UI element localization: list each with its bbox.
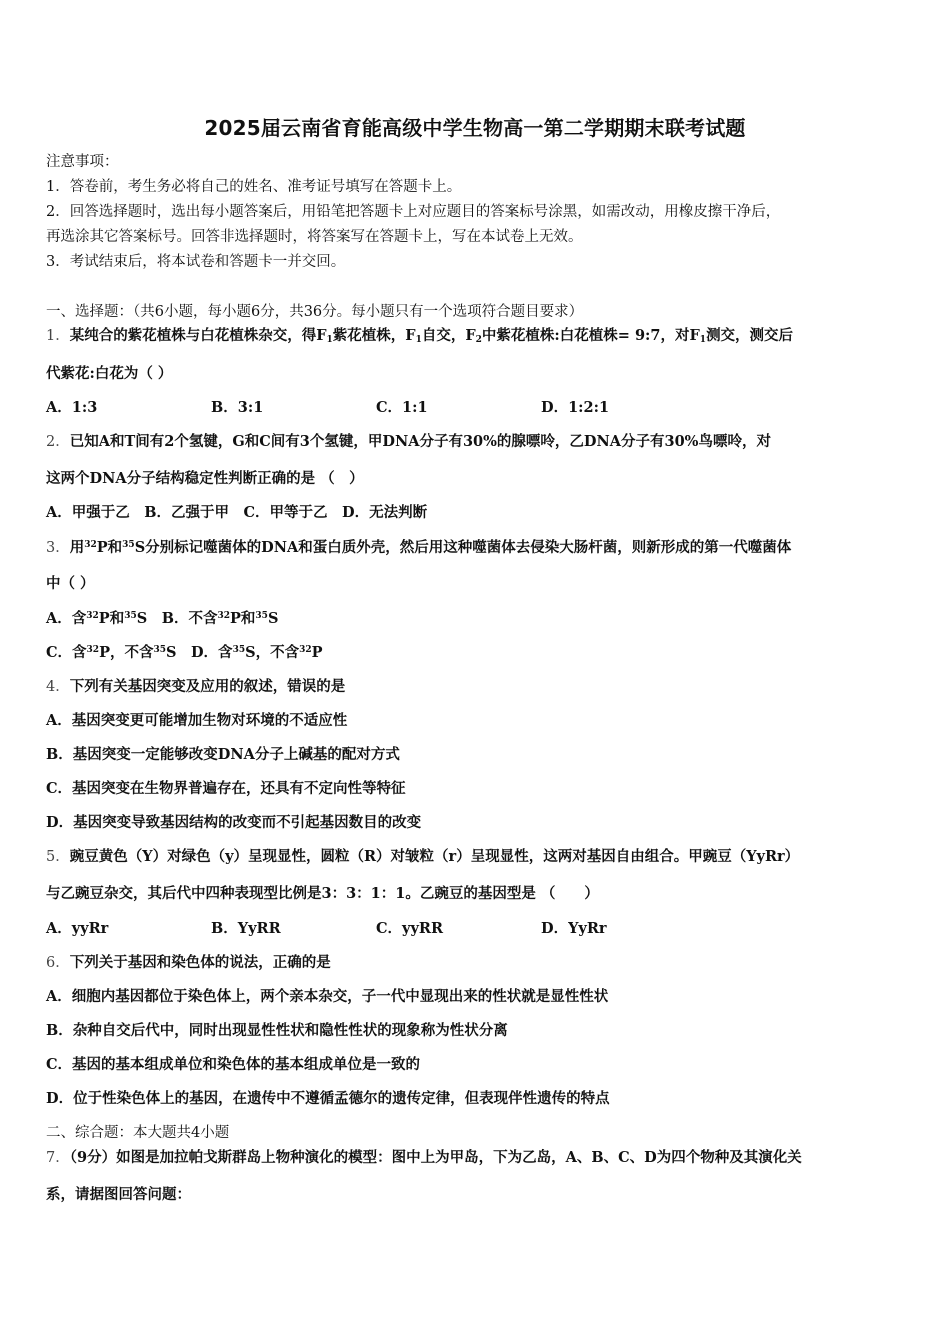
q3-opt-sup: 32 xyxy=(86,611,99,621)
q4-option-b: B．基因突变一定能够改变DNA分子上碱基的配对方式 xyxy=(46,746,400,763)
q4-text: 下列有关基因突变及应用的叙述，错误的是 xyxy=(69,678,346,695)
q3-opt-sup: 35 xyxy=(124,611,137,621)
section-2-heading: 二、综合题：本大题共4小题 xyxy=(46,1125,230,1141)
notice-item-2-cont: 再选涂其它答案标号。回答非选择题时，将答案写在答题卡上，写在本试卷上无效。 xyxy=(46,229,583,245)
q6-text: 下列关于基因和染色体的说法，正确的是 xyxy=(69,954,331,971)
q3-opt-sup: 35 xyxy=(153,645,167,655)
question-5-stem xyxy=(46,847,799,867)
question-3-options-cd xyxy=(46,643,323,663)
question-number: 6． xyxy=(46,955,70,971)
question-3-stem xyxy=(46,538,791,558)
q3-opt-sup: 32 xyxy=(86,645,100,655)
q1-option-a: A．1:3 xyxy=(46,399,98,416)
q5-option-b: B．YyRR xyxy=(211,920,281,937)
q3-opt-text: S xyxy=(267,610,279,627)
q3-opt-text: S D．含 xyxy=(166,644,233,661)
q3-text-2: P和 xyxy=(96,539,123,556)
question-number: 3． xyxy=(46,540,70,556)
q4-option-a: A．基因突变更可能增加生物对环境的不适应性 xyxy=(46,712,348,729)
question-number: 5． xyxy=(46,849,70,865)
q3-sup-2: 35 xyxy=(122,540,135,550)
q1-option-c: C．1:1 xyxy=(376,399,428,416)
q3-opt-text: S，不含 xyxy=(245,644,300,661)
page-title: 2025届云南省育能高级中学生物高一第二学期期末联考试题 xyxy=(204,116,746,140)
question-4-stem xyxy=(46,677,345,697)
question-number: 2． xyxy=(46,434,70,450)
question-5-stem-cont: 与乙豌豆杂交，其后代中四种表现型比例是3：3：1：1。乙豌豆的基因型是 （ ） xyxy=(46,885,599,902)
q5-option-d: D．YyRr xyxy=(541,920,607,937)
q3-opt-text: P，不含 xyxy=(99,644,154,661)
q3-opt-sup: 32 xyxy=(299,645,312,655)
question-number: 1． xyxy=(46,328,70,344)
q6-option-b: B．杂种自交后代中，同时出现显性性状和隐性性状的现象称为性状分离 xyxy=(46,1022,508,1039)
notice-item-1: 1．答卷前，考生务必将自己的姓名、准考证号填写在答题卡上。 xyxy=(46,179,462,195)
q3-opt-text: P和 xyxy=(230,610,256,627)
q6-option-a: A．细胞内基因都位于染色体上，两个亲本杂交，子一代中显现出来的性状就是显性性状 xyxy=(46,988,609,1005)
notice-item-2: 2．回答选择题时，选出每小题答案后，用铅笔把答题卡上对应题目的答案标号涂黑，如需改动，用橡皮擦干净后， xyxy=(46,204,781,220)
question-7-stem xyxy=(46,1148,802,1168)
q1-text-5: 测交，测交后 xyxy=(706,327,794,344)
q1-text-2: 紫花植株，F xyxy=(332,327,416,344)
question-2-options: A．甲强于乙 B．乙强于甲 C．甲等于乙 D．无法判断 xyxy=(46,504,428,521)
q3-opt-sup: 32 xyxy=(217,611,230,621)
q1-text-4: 中紫花植株:白花植株= 9:7，对F xyxy=(481,327,700,344)
q1-option-d: D．1:2:1 xyxy=(541,399,610,416)
q3-sup-1: 32 xyxy=(84,540,97,550)
q1-sub-1: 1 xyxy=(326,335,333,345)
q1-sub-4: 1 xyxy=(699,335,707,345)
question-2-stem-cont: 这两个DNA分子结构稳定性判断正确的是 （ ） xyxy=(46,470,364,487)
q3-opt-text: P xyxy=(311,644,323,661)
q1-text-3: 自交，F xyxy=(421,327,476,344)
notice-heading: 注意事项： xyxy=(46,154,119,170)
q2-text: 已知A和T间有2个氢键，G和C间有3个氢键，甲DNA分子有30%的腺嘌呤，乙DNA分子有30%鸟嘌呤，对 xyxy=(69,433,771,450)
q6-option-d: D．位于性染色体上的基因，在遗传中不遵循孟德尔的遗传定律，但表现伴性遗传的特点 xyxy=(46,1090,610,1107)
q5-text: 豌豆黄色（Y）对绿色（y）呈现显性，圆粒（R）对皱粒（r）呈现显性，这两对基因自由组合。甲豌豆（YyRr） xyxy=(69,848,800,865)
q7-text: （9分）如图是加拉帕戈斯群岛上物种演化的模型：图中上为甲岛，下为乙岛，A、B、C、D为四个物种及其演化关 xyxy=(69,1149,802,1166)
q3-opt-text: A．含 xyxy=(46,610,87,627)
q3-text-3: S分别标记噬菌体的DNA和蛋白质外壳，然后用这种噬菌体去侵染大肠杆菌，则新形成的第一代噬菌体 xyxy=(134,539,792,556)
q3-text-1: 用 xyxy=(69,539,85,556)
question-1-stem xyxy=(46,326,793,346)
q3-opt-sup: 35 xyxy=(232,645,246,655)
q5-option-a: A．yyRr xyxy=(46,920,109,937)
notice-item-3: 3．考试结束后，将本试卷和答题卡一并交回。 xyxy=(46,254,346,270)
question-5-options xyxy=(46,919,706,939)
question-1-options xyxy=(46,398,706,418)
question-3-options-ab xyxy=(46,609,278,629)
section-1-heading: 一、选择题：（共6小题，每小题6分，共36分。每小题只有一个选项符合题目要求） xyxy=(46,304,584,320)
question-number: 4． xyxy=(46,679,70,695)
q3-opt-text: P和 xyxy=(98,610,125,627)
question-3-stem-cont: 中（ ） xyxy=(46,575,95,592)
q1-text-1: 某纯合的紫花植株与白花植株杂交，得F xyxy=(69,327,327,344)
q4-option-d: D．基因突变导致基因结构的改变而不引起基因数目的改变 xyxy=(46,814,422,831)
q5-option-c: C．yyRR xyxy=(376,920,443,937)
question-6-stem xyxy=(46,953,331,973)
q3-opt-sup: 35 xyxy=(255,611,268,621)
question-7-stem-cont: 系，请据图回答问题： xyxy=(46,1186,191,1203)
q1-sub-3: 2 xyxy=(475,335,482,345)
q6-option-c: C．基因的基本组成单位和染色体的基本组成单位是一致的 xyxy=(46,1056,421,1073)
question-1-stem-cont: 代紫花:白花为（ ） xyxy=(46,365,173,382)
q4-option-c: C．基因突变在生物界普遍存在，还具有不定向性等特征 xyxy=(46,780,406,797)
q1-sub-2: 1 xyxy=(415,335,422,345)
question-2-stem xyxy=(46,432,771,452)
q3-opt-text: S B．不含 xyxy=(136,610,218,627)
question-number: 7． xyxy=(46,1150,70,1166)
q1-option-b: B．3:1 xyxy=(211,399,264,416)
q3-opt-text: C．含 xyxy=(46,644,87,661)
